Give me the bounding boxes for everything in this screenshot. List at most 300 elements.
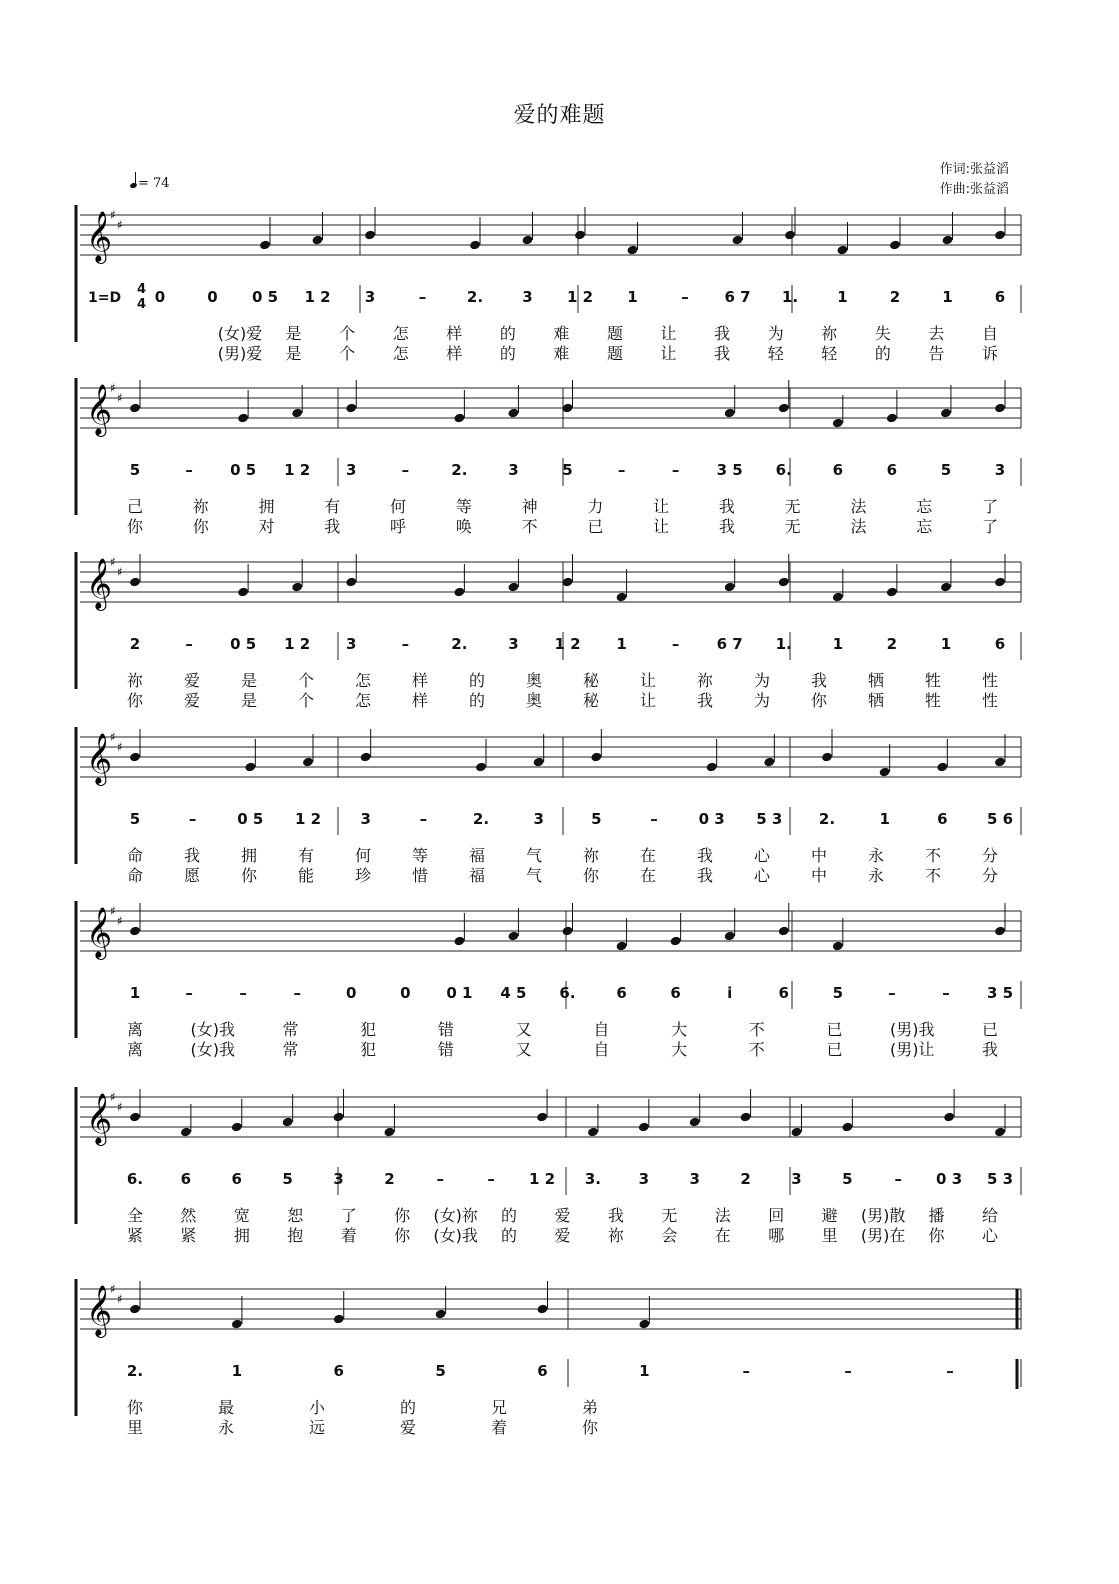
lyric-syllable: 的: [874, 344, 891, 363]
jianpu-note: 0 5: [237, 810, 264, 828]
lyric-syllable: 不: [748, 1040, 765, 1059]
lyric-syllable: 了: [981, 497, 999, 516]
lyric-syllable: (男)爱: [217, 344, 263, 363]
jianpu-note: 2: [886, 635, 898, 653]
jianpu-note: 1 2: [528, 1170, 556, 1188]
jianpu-note: 6: [180, 1170, 192, 1188]
jianpu-note: 5: [832, 984, 844, 1002]
time-signature-bottom: 4: [137, 297, 147, 312]
note-head: [763, 757, 775, 768]
jianpu-note: 1: [837, 288, 848, 306]
jianpu-note: –: [617, 461, 626, 479]
sharp-icon: ♯: [110, 381, 116, 395]
lyric-syllable: 回: [768, 1206, 785, 1225]
jianpu-note: 1 2: [284, 635, 311, 653]
lyric-syllable: 为: [753, 671, 771, 690]
jianpu-note: 5: [282, 1170, 293, 1188]
sharp-icon: ♯: [117, 740, 123, 754]
note-head: [821, 752, 833, 763]
note-head: [994, 1127, 1006, 1138]
jianpu-note: 3: [364, 288, 376, 306]
note-head: [282, 1117, 294, 1128]
jianpu-note: 3 5: [716, 461, 743, 479]
jianpu-note: 5 3: [986, 1170, 1014, 1188]
jianpu-note: 6: [886, 461, 898, 479]
lyric-syllable: 个: [339, 324, 356, 343]
sharp-icon: ♯: [117, 391, 123, 405]
sharp-icon: ♯: [110, 555, 116, 569]
lyric-syllable: 性: [981, 691, 999, 710]
lyric-syllable: 气: [525, 846, 543, 865]
lyric-syllable: 在: [639, 866, 657, 885]
lyric-syllable: 我: [183, 846, 201, 865]
lyric-syllable: 法: [850, 497, 867, 516]
lyric-syllable: 何: [390, 497, 407, 516]
lyric-syllable: 分: [981, 846, 999, 865]
jianpu-note: –: [185, 984, 193, 1002]
lyric-syllable: 离: [126, 1040, 144, 1059]
jianpu-note: 5: [562, 461, 573, 479]
lyric-row-first-verse: [0, 494, 1119, 514]
jianpu-note: 5 6: [986, 810, 1014, 828]
jianpu-note: 2: [740, 1170, 751, 1188]
lyric-syllable: 能: [297, 866, 315, 885]
note-head: [994, 577, 1006, 588]
lyric-syllable: 怎: [354, 691, 372, 710]
lyric-syllable: 无: [784, 497, 801, 516]
lyric-syllable: 唤: [455, 517, 472, 536]
jianpu-note: –: [401, 461, 410, 479]
lyric-syllable: 祢: [696, 671, 714, 690]
lyric-syllable: 牺: [867, 671, 885, 690]
lyric-syllable: 我: [981, 1040, 999, 1059]
note-head: [724, 931, 736, 942]
jianpu-note: –: [239, 984, 247, 1002]
jianpu-note: 2: [129, 635, 141, 653]
jianpu-note: 1.: [781, 288, 799, 306]
jianpu-note: 6.: [126, 1170, 144, 1188]
note-head: [778, 403, 790, 414]
lyric-syllable: 等: [455, 497, 472, 516]
lyric-syllable: 神: [521, 497, 538, 516]
note-head: [507, 582, 519, 593]
lyric-syllable: 样: [446, 344, 463, 363]
note-head: [940, 408, 952, 419]
note-head: [886, 587, 898, 598]
jianpu-note: 5: [591, 810, 602, 828]
note-head: [832, 592, 844, 603]
note-head: [507, 931, 519, 942]
lyric-syllable: 个: [297, 671, 315, 690]
note-head: [521, 235, 533, 246]
note-head: [790, 1127, 802, 1138]
jianpu-note: 1: [879, 810, 890, 828]
lyric-syllable: 告: [928, 344, 945, 363]
lyric-syllable: 秘: [582, 691, 600, 710]
key-signature-label: 1=D: [88, 290, 122, 306]
jianpu-note: –: [650, 810, 658, 828]
lyric-syllable: 拥: [240, 846, 258, 865]
treble-clef-icon: 𝄞: [86, 211, 113, 262]
lyric-syllable: 小: [308, 1398, 326, 1417]
note-head: [345, 403, 357, 414]
lyric-syllable: (女)爱: [217, 324, 263, 343]
lyric-syllable: 犯: [360, 1020, 377, 1039]
lyric-syllable: 力: [587, 497, 604, 516]
jianpu-number-row: [0, 1362, 1119, 1386]
treble-clef-icon: 𝄞: [86, 384, 113, 435]
lyric-syllable: 样: [446, 324, 463, 343]
lyric-syllable: 有: [297, 846, 315, 865]
jianpu-note: 6 7: [716, 635, 743, 653]
jianpu-note: 3: [346, 635, 357, 653]
lyric-syllable: 紧: [180, 1226, 197, 1245]
jianpu-note: 6: [994, 635, 1006, 653]
note-head: [615, 592, 627, 603]
lyric-syllable: 忘: [916, 517, 933, 536]
lyric-syllable: (男)散: [860, 1206, 906, 1225]
note-head: [129, 1112, 141, 1123]
note-head: [638, 1319, 650, 1330]
note-head: [244, 762, 256, 773]
lyric-row-second-verse: [0, 1037, 1119, 1057]
lyric-row-first-verse: [0, 1017, 1119, 1037]
lyric-syllable: 你: [581, 1418, 599, 1437]
lyric-syllable: 怎: [392, 324, 409, 343]
lyric-syllable: 永: [217, 1418, 235, 1437]
lyric-syllable: 个: [297, 691, 315, 710]
sharp-icon: ♯: [117, 1292, 123, 1306]
lyric-syllable: 牺: [867, 691, 885, 710]
lyric-syllable: 祢: [126, 671, 144, 690]
jianpu-note: 5 3: [756, 810, 783, 828]
jianpu-note: 0 3: [698, 810, 725, 828]
lyric-syllable: (男)我: [890, 1020, 935, 1039]
jianpu-note: 6: [616, 984, 627, 1002]
lyric-syllable: 远: [308, 1418, 326, 1437]
lyric-syllable: 拥: [258, 497, 275, 516]
lyric-syllable: 己: [126, 497, 144, 516]
jianpu-note: 1: [832, 635, 844, 653]
jianpu-note: 6: [537, 1362, 548, 1380]
note-head: [724, 582, 736, 593]
lyric-syllable: 犯: [360, 1040, 377, 1059]
jianpu-note: 1: [129, 984, 141, 1002]
note-head: [360, 752, 372, 763]
lyric-syllable: 你: [394, 1226, 411, 1245]
lyric-syllable: (女)祢: [433, 1206, 478, 1225]
lyric-syllable: 我: [810, 671, 828, 690]
lyric-syllable: 错: [437, 1040, 454, 1059]
lyric-syllable: 分: [981, 866, 999, 885]
lyric-syllable: 着: [490, 1418, 508, 1437]
jianpu-note: 5: [842, 1170, 853, 1188]
lyric-syllable: 让: [653, 497, 670, 516]
lyric-syllable: 在: [639, 846, 657, 865]
note-head: [778, 577, 790, 588]
jianpu-note: –: [419, 810, 428, 828]
jianpu-number-row: [0, 461, 1119, 485]
lyric-syllable: 你: [928, 1226, 945, 1245]
note-head: [724, 408, 736, 419]
lyric-syllable: 秘: [582, 671, 600, 690]
jianpu-number-row: [0, 288, 1119, 312]
treble-clef-icon: 𝄞: [86, 558, 113, 609]
jianpu-note: 5: [129, 810, 141, 828]
note-head: [311, 235, 323, 246]
jianpu-note: 0: [154, 288, 166, 306]
song-title: 爱的难题: [513, 103, 606, 128]
note-head: [536, 1304, 548, 1315]
lyric-syllable: 永: [867, 846, 885, 865]
sharp-icon: ♯: [117, 218, 123, 232]
lyric-row-second-verse: [0, 1223, 1119, 1243]
lyric-syllable: 弟: [581, 1398, 599, 1417]
lyric-syllable: 题: [606, 324, 624, 343]
jianpu-note: –: [418, 288, 427, 306]
lyric-syllable: 中: [810, 866, 828, 885]
time-signature-top: 4: [137, 282, 147, 297]
lyric-syllable: 怎: [354, 671, 372, 690]
lyric-syllable: 里: [126, 1418, 144, 1437]
lyric-syllable: 命: [126, 866, 144, 885]
jianpu-note: 3: [638, 1170, 650, 1188]
sharp-icon: ♯: [110, 730, 116, 744]
jianpu-note: 1: [627, 288, 638, 306]
jianpu-note: 3 5: [986, 984, 1014, 1002]
jianpu-note: 1: [940, 635, 952, 653]
note-head: [615, 941, 627, 952]
jianpu-note: 1 2: [294, 810, 322, 828]
jianpu-note: 6: [231, 1170, 242, 1188]
note-head: [469, 240, 481, 251]
jianpu-note: 3: [689, 1170, 700, 1188]
sharp-icon: ♯: [117, 1100, 123, 1114]
jianpu-note: 2.: [466, 288, 484, 306]
lyric-row-second-verse: [0, 688, 1119, 708]
lyric-syllable: 爱: [399, 1418, 417, 1437]
lyric-syllable: 为: [753, 691, 771, 710]
lyric-syllable: 祢: [821, 324, 838, 343]
lyric-syllable: 我: [607, 1206, 624, 1225]
note-head: [475, 762, 487, 773]
jianpu-number-row: [0, 810, 1119, 834]
jianpu-note: 6 7: [724, 288, 751, 306]
note-head: [689, 1117, 701, 1128]
lyric-syllable: 恕: [287, 1206, 304, 1225]
lyric-syllable: 常: [282, 1040, 299, 1059]
lyric-syllable: 大: [671, 1020, 688, 1039]
lyric-syllable: 怎: [392, 344, 409, 363]
lyric-syllable: 愿: [183, 866, 201, 885]
lyric-syllable: 拥: [233, 1226, 250, 1245]
note-head: [590, 752, 602, 763]
note-head: [291, 582, 303, 593]
lyric-syllable: 播: [928, 1206, 945, 1225]
lyric-syllable: 奥: [525, 671, 543, 690]
note-head: [129, 403, 141, 414]
note-head: [364, 230, 376, 241]
note-head: [561, 926, 573, 937]
jianpu-note: 0 3: [936, 1170, 963, 1188]
note-head: [574, 230, 586, 241]
lyric-syllable: 无: [784, 517, 801, 536]
jianpu-note: 2.: [451, 461, 468, 479]
note-head: [333, 1314, 345, 1325]
lyric-syllable: 有: [324, 497, 341, 516]
lyric-syllable: 难: [553, 324, 570, 343]
lyric-syllable: 然: [180, 1206, 197, 1225]
lyric-syllable: 自: [593, 1020, 610, 1039]
jianpu-note: 4 5: [500, 984, 527, 1002]
lyric-syllable: 常: [282, 1020, 299, 1039]
lyric-syllable: 你: [126, 517, 144, 536]
lyric-syllable: 忘: [916, 497, 933, 516]
note-head: [626, 245, 638, 256]
jianpu-note: 2.: [472, 810, 490, 828]
lyric-syllable: 我: [696, 691, 714, 710]
jianpu-note: 3: [508, 635, 519, 653]
lyric-syllable: 福: [468, 866, 486, 885]
lyric-row-first-verse: [0, 321, 1119, 341]
treble-clef-icon: 𝄞: [86, 733, 113, 784]
jianpu-note: –: [671, 635, 680, 653]
note-head: [453, 413, 465, 424]
note-head: [841, 1122, 853, 1133]
lyric-syllable: 祢: [192, 497, 209, 516]
note-head: [291, 408, 303, 419]
lyric-syllable: 你: [126, 1398, 144, 1417]
lyric-syllable: 已: [826, 1020, 843, 1039]
note-head: [302, 757, 314, 768]
lyric-syllable: 呼: [390, 517, 407, 536]
jianpu-note: –: [742, 1362, 750, 1380]
jianpu-note: i: [727, 984, 733, 1002]
treble-clef-icon: 𝄞: [86, 1285, 113, 1336]
jianpu-note: 0 5: [230, 635, 257, 653]
note-head: [237, 413, 249, 424]
lyric-syllable: 我: [324, 517, 341, 536]
sharp-icon: ♯: [110, 1090, 116, 1104]
treble-clef-icon: 𝄞: [86, 1093, 113, 1144]
note-head: [587, 1127, 599, 1138]
jianpu-number-row: [0, 635, 1119, 659]
lyric-syllable: 你: [394, 1206, 411, 1225]
jianpu-note: 1: [942, 288, 953, 306]
lyric-syllable: 已: [587, 517, 604, 536]
lyric-syllable: 最: [217, 1398, 235, 1417]
lyric-syllable: 的: [499, 344, 516, 363]
lyric-syllable: 中: [810, 846, 828, 865]
jianpu-note: –: [671, 461, 680, 479]
note-head: [533, 757, 545, 768]
note-head: [731, 235, 743, 246]
jianpu-note: 6.: [775, 461, 792, 479]
lyric-syllable: (女)我: [433, 1226, 478, 1245]
lyric-syllable: 样: [411, 671, 429, 690]
lyric-row-second-verse: [0, 1415, 1119, 1435]
lyric-syllable: 爱: [554, 1206, 571, 1225]
lyric-syllable: 心: [981, 1226, 999, 1245]
lyric-syllable: 你: [126, 691, 144, 710]
note-head: [383, 1127, 395, 1138]
lyric-syllable: 已: [826, 1040, 843, 1059]
jianpu-note: 1 2: [304, 288, 331, 306]
lyric-syllable: 爱: [554, 1226, 571, 1245]
lyric-syllable: 是: [285, 344, 302, 363]
note-head: [832, 941, 844, 952]
jianpu-note: 3: [346, 461, 357, 479]
lyric-syllable: 祢: [607, 1226, 624, 1245]
lyric-syllable: 兄: [490, 1398, 508, 1417]
lyric-syllable: 等: [411, 846, 429, 865]
lyric-syllable: 我: [696, 846, 714, 865]
jianpu-note: 5: [129, 461, 141, 479]
sharp-icon: ♯: [110, 1282, 116, 1296]
jianpu-note: 6.: [559, 984, 576, 1002]
jianpu-note: 5: [940, 461, 952, 479]
lyric-syllable: 紧: [126, 1226, 144, 1245]
lyric-row-first-verse: [0, 1395, 1119, 1415]
jianpu-note: 1 2: [284, 461, 311, 479]
jianpu-note: –: [185, 461, 193, 479]
note-head: [180, 1127, 192, 1138]
lyric-syllable: 性: [981, 671, 999, 690]
lyric-syllable: 奥: [525, 691, 543, 710]
note-head: [536, 1112, 548, 1123]
note-head: [332, 1112, 344, 1123]
jianpu-note: –: [185, 635, 193, 653]
jianpu-note: –: [293, 984, 301, 1002]
lyric-syllable: 诉: [981, 344, 999, 363]
lyric-syllable: 让: [639, 691, 657, 710]
note-head: [994, 230, 1006, 241]
lyric-syllable: 自: [593, 1040, 610, 1059]
jianpu-note: 3: [333, 1170, 344, 1188]
lyric-syllable: 我: [714, 324, 731, 343]
lyric-syllable: 珍: [354, 866, 372, 885]
jianpu-note: 2: [384, 1170, 395, 1188]
lyric-syllable: 了: [340, 1206, 357, 1225]
jianpu-note: –: [436, 1170, 445, 1188]
lyric-syllable: 心: [753, 866, 771, 885]
lyric-syllable: 永: [867, 866, 885, 885]
lyric-syllable: 我: [718, 497, 735, 516]
lyric-syllable: 祢: [582, 846, 600, 865]
lyric-syllable: 是: [240, 671, 258, 690]
jianpu-note: 2.: [126, 1362, 144, 1380]
lyric-row-first-verse: [0, 843, 1119, 863]
jianpu-note: 2.: [451, 635, 468, 653]
jianpu-note: 6: [994, 288, 1006, 306]
lyric-syllable: 宽: [233, 1206, 250, 1225]
jianpu-note: 6: [937, 810, 948, 828]
lyric-syllable: 的: [499, 324, 516, 343]
lyric-syllable: 让: [660, 324, 677, 343]
jianpu-note: –: [681, 288, 689, 306]
composer-credit: 作曲:张益滔: [939, 182, 1009, 197]
note-head: [889, 240, 901, 251]
lyric-syllable: 又: [515, 1040, 532, 1059]
lyric-syllable: 个: [339, 344, 356, 363]
lyric-syllable: 已: [981, 1020, 999, 1039]
lyric-syllable: (女)我: [190, 1020, 235, 1039]
lyric-row-second-verse: [0, 863, 1119, 883]
lyric-syllable: 会: [661, 1226, 678, 1245]
jianpu-note: 0 1: [446, 984, 473, 1002]
note-head: [784, 230, 796, 241]
sharp-icon: ♯: [117, 914, 123, 928]
